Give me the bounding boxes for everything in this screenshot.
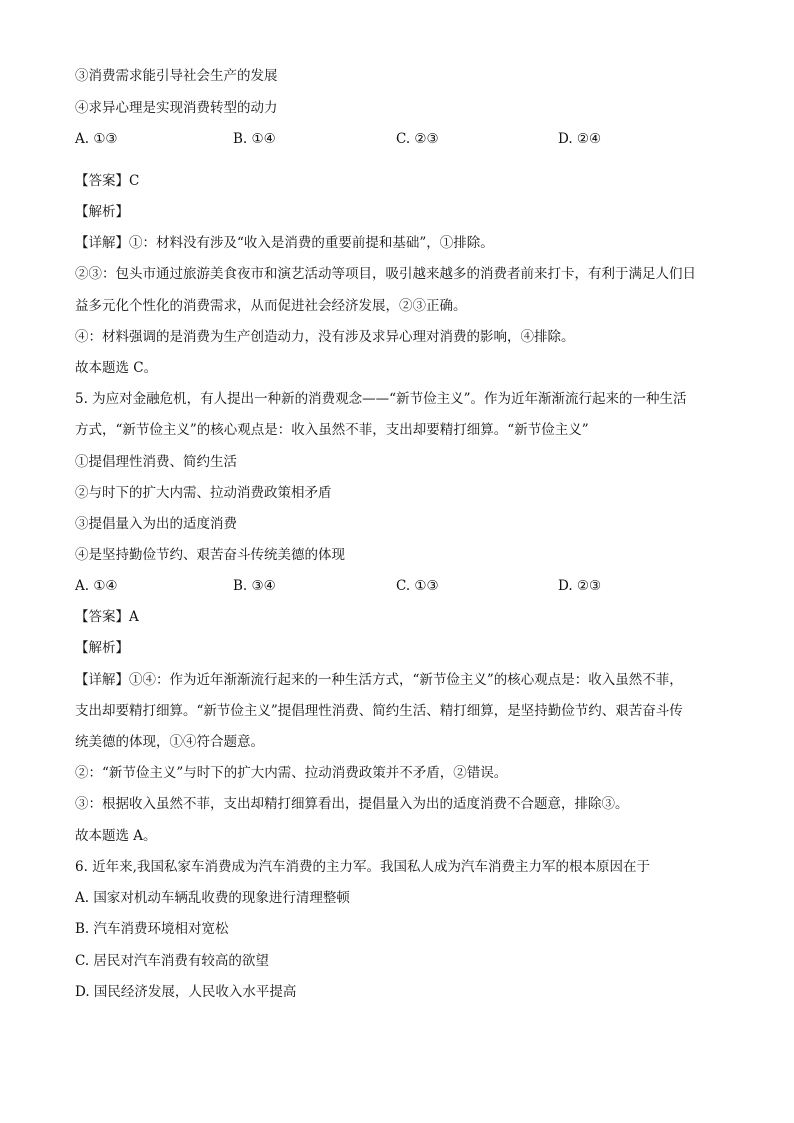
- q5-stem-line-2: 方式，“新节俭主义”的核心观点是：收入虽然不菲，支出却要精打细算。“新节俭主义”: [75, 422, 589, 438]
- q5-detail-1b: 支出却要精打细算。“新节俭主义”提倡理性消费、简约生活、精打细算，是坚持勤俭节约、艰苦奋斗传: [75, 703, 683, 719]
- q5-detail-1a: 【详解】①④：作为近年渐渐流行起来的一种生活方式，“新节俭主义”的核心观点是：收入虽然不菲，: [75, 672, 683, 688]
- q4-conclusion: 故本题选 C。: [75, 360, 158, 376]
- q4-option-a: A. ①③: [75, 131, 118, 147]
- q4-option-d: D. ②④: [558, 131, 602, 147]
- q4-detail-2a: ②③：包头市通过旅游美食夜市和演艺活动等项目，吸引越来越多的消费者前来打卡，有利于满足人们日: [75, 266, 696, 282]
- q4-answer: 【答案】C: [75, 173, 140, 189]
- q5-option-a: A. ①④: [75, 578, 118, 594]
- q5-option-c: C. ①③: [396, 578, 439, 594]
- q4-option-c: C. ②③: [396, 131, 439, 147]
- q5-conclusion: 故本题选 A。: [75, 828, 157, 844]
- q5-answer: 【答案】A: [75, 609, 139, 625]
- q5-statement-3: ③提倡量入为出的适度消费: [75, 516, 237, 532]
- q5-statement-2: ②与时下的扩大内需、拉动消费政策相矛盾: [75, 485, 332, 501]
- q5-option-b: B. ③④: [233, 578, 276, 594]
- q4-detail-1: 【详解】①：材料没有涉及“收入是消费的重要前提和基础”，①排除。: [75, 235, 494, 251]
- q4-detail-3: ④：材料强调的是消费为生产创造动力，没有涉及求异心理对消费的影响，④排除。: [75, 329, 575, 345]
- q6-option-c: C. 居民对汽车消费有较高的欲望: [75, 953, 269, 969]
- q6-option-b: B. 汽车消费环境相对宽松: [75, 921, 229, 937]
- q4-option-b: B. ①④: [233, 131, 276, 147]
- q4-statement-3: ③消费需求能引导社会生产的发展: [75, 68, 278, 84]
- q6-stem: 6. 近年来,我国私家车消费成为汽车消费的主力军。我国私人成为汽车消费主力军的根本原因在于: [75, 859, 650, 875]
- q4-analysis-label: 【解析】: [75, 204, 129, 220]
- q4-statement-4: ④求异心理是实现消费转型的动力: [75, 100, 278, 116]
- q5-analysis-label: 【解析】: [75, 640, 129, 656]
- q5-detail-3: ③：根据收入虽然不菲，支出却精打细算看出，提倡量入为出的适度消费不合题意，排除③。: [75, 796, 629, 812]
- q5-statement-1: ①提倡理性消费、简约生活: [75, 454, 237, 470]
- q5-statement-4: ④是坚持勤俭节约、艰苦奋斗传统美德的体现: [75, 547, 345, 563]
- q5-stem-line-1: 5. 为应对金融危机，有人提出一种新的消费观念——“新节俭主义”。作为近年渐渐流行起来的一种生活: [75, 391, 687, 407]
- q5-option-d: D. ②③: [558, 578, 602, 594]
- q6-option-a: A. 国家对机动车辆乱收费的现象进行清理整顿: [75, 890, 350, 906]
- q4-detail-2b: 益多元化个性化的消费需求，从而促进社会经济发展，②③正确。: [75, 298, 467, 314]
- q5-detail-1c: 统美德的体现，①④符合题意。: [75, 734, 264, 750]
- q6-option-d: D. 国民经济发展，人民收入水平提高: [75, 984, 297, 1000]
- q5-detail-2: ②：“新节俭主义”与时下的扩大内需、拉动消费政策并不矛盾，②错误。: [75, 765, 508, 781]
